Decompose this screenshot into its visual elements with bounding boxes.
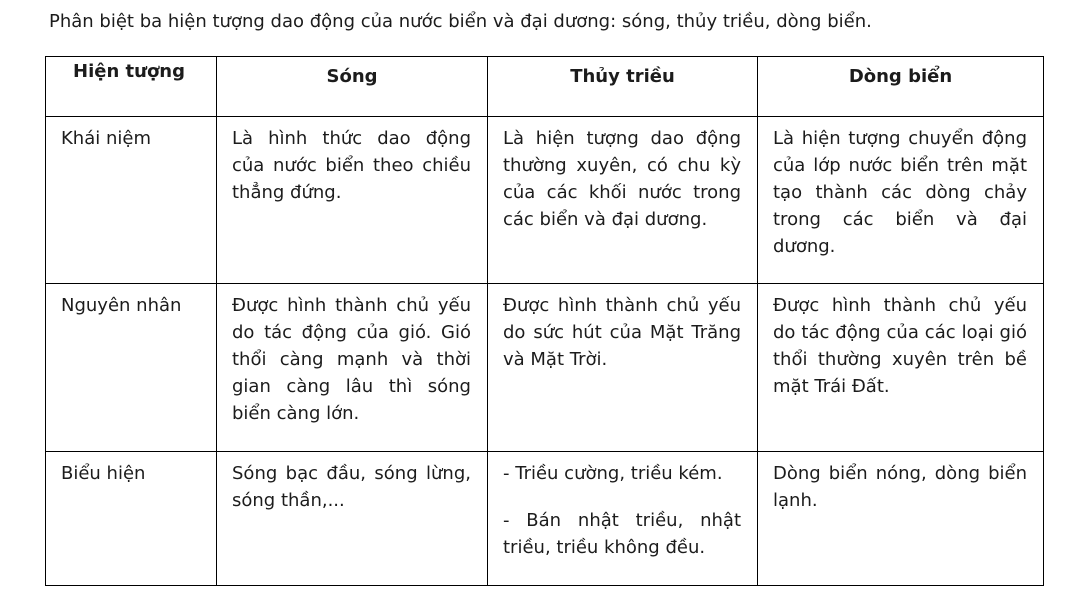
cell-manifestation-tides (488, 452, 758, 586)
intro-text: Phân biệt ba hiện tượng dao động của nước biển và đại dương: sóng, thủy triều, dòng biển. (49, 11, 872, 32)
header-currents: Dòng biển (758, 57, 1044, 117)
row-label-concept: Khái niệm (46, 117, 217, 284)
cell-concept-tides: Là hiện tượng dao động thường xuyên, có chu kỳ của các khối nước trong các biển và đại dương. (488, 117, 758, 284)
cell-cause-currents: Được hình thành chủ yếu do tác động của các loại gió thổi thường xuyên trên bề mặt Trái Đất. (758, 284, 1044, 452)
table-row (46, 117, 1044, 284)
cell-cause-waves: Được hình thành chủ yếu do tác động của gió. Gió thổi càng mạnh và thời gian càng lâu thì sóng biển càng lớn. (217, 284, 488, 452)
header-tides: Thủy triều (488, 57, 758, 117)
row-label-manifestation: Biểu hiện (46, 452, 217, 586)
cell-concept-waves: Là hình thức dao động của nước biển theo chiều thẳng đứng. (217, 117, 488, 284)
cell-concept-currents: Là hiện tượng chuyển động của lớp nước biển trên mặt tạo thành các dòng chảy trong các biển và đại dương. (758, 117, 1044, 284)
tide-item-2: - Bán nhật triều, nhật triều, triều không đều. (503, 510, 741, 558)
header-waves: Sóng (217, 57, 488, 117)
row-label-cause: Nguyên nhân (46, 284, 217, 452)
table-row (46, 452, 1044, 586)
cell-manifestation-waves: Sóng bạc đầu, sóng lừng, sóng thần,... (217, 452, 488, 586)
header-row (46, 57, 1044, 117)
table-row (46, 284, 1044, 452)
cell-manifestation-currents: Dòng biển nóng, dòng biển lạnh. (758, 452, 1044, 586)
tide-item-1: - Triều cường, triều kém. (503, 463, 723, 484)
item-spacer (503, 487, 741, 507)
header-phenomenon: Hiện tượng (46, 57, 217, 117)
comparison-table (45, 56, 1044, 586)
cell-cause-tides: Được hình thành chủ yếu do sức hút của Mặt Trăng và Mặt Trời. (488, 284, 758, 452)
